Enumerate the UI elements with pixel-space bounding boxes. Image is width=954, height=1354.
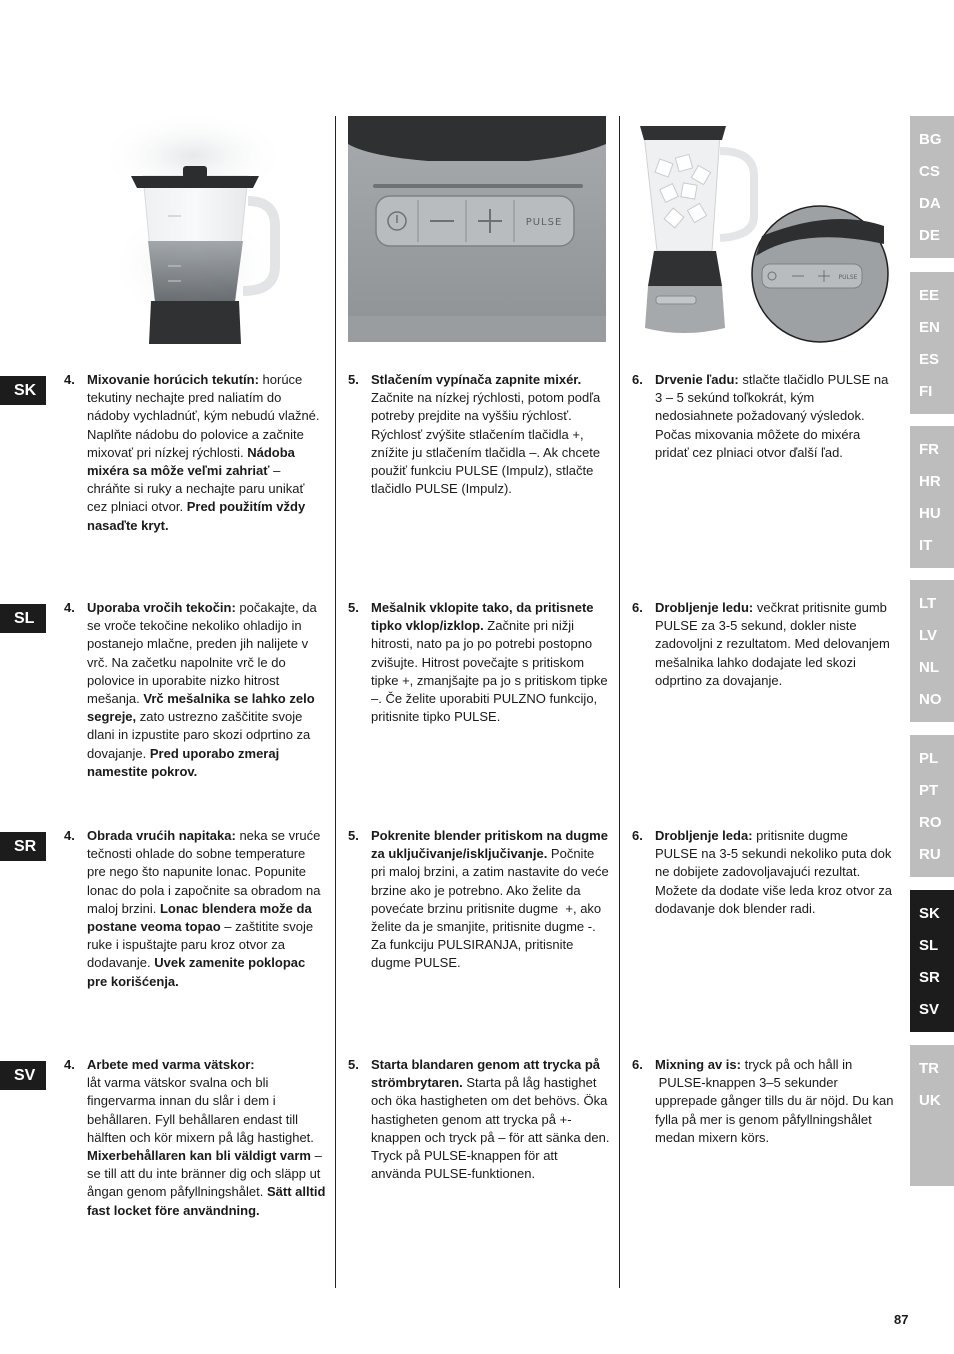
sv-step-6: 6. Mixning av is: tryck på och håll in PULSE-knappen 3–5 sekunder upprepade gånger tills du är nöjd. Du kan fylla på mer is genom påfyllningshålet medan mixern körs. (632, 1056, 894, 1147)
sk-step-5: 5. Stlačením vypínača zapnite mixér. Začnite na nízkej rýchlosti, potom podľa potreby prejdite na vyššiu rýchlosť. Rýchlosť zvýšite stlačením tlačidla +, znížite ju stlačením tlačidla –. Ak chcete použiť funkciu PULSE (Impulz), stlačte tlačidlo PULSE (Impulz). (348, 371, 610, 498)
sr-step-6: 6. Drobljenje leda: pritisnite dugme PULSE na 3-5 sekundi nekoliko puta dok ne dobijete zadovoljavajući rezultat. Možete da dodate više leda kroz otvor za dodavanje dok blender radi. (632, 827, 894, 918)
lang-group-1 (910, 116, 954, 258)
lang-tab-es[interactable]: ES (919, 351, 940, 368)
sl-step-5: 5. Mešalnik vklopite tako, da pritisnete tipko vklop/izklop. Začnite pri nižji hitrosti, nato pa jo po potrebi postopno zvišujte. Hitrost povečajte s pritiskom tipke +, zmanjšajte pa jo s pritiskom tipke –. Če želite uporabiti PULZNO funkcijo, pritisnite tipko PULSE. (348, 599, 610, 726)
lang-tab-sr[interactable]: SR (919, 969, 940, 986)
lang-group-2 (910, 272, 954, 414)
lang-tab-bg[interactable]: BG (919, 131, 942, 148)
lang-tab-fr[interactable]: FR (919, 441, 939, 458)
sl-step-4: 4. Uporaba vročih tekočin: počakajte, da se vroče tekočine nekoliko ohladijo in postanejo mlačne, preden jih nalijete v vrč. Na začetku napolnite vrč le do polovice in uporabite nizko hitrost mešanja. Vrč mešalnika se lahko zelo segreje, zato ustrezno zaščitite svoje dlani in izpustite paro skozi odprtino za dovajanje. Pred uporabo zmeraj namestite pokrov. (64, 599, 326, 781)
lang-group-3 (910, 426, 954, 568)
sr-step-5: 5. Pokrenite blender pritiskom na dugme za uključivanje/isključivanje. Počnite pri maloj brzini, a zatim nastavite do veće brzine ako je potrebno. Ako želite da povećate brzinu pritisnite dugme +, ako želite da je smanjite, pritisnite dugme -. Za funkciju PULSIRANJA, pritisnite dugme PULSE. (348, 827, 610, 973)
lang-badge-sl: SL (0, 604, 46, 633)
ice-crush-blender-figure (632, 116, 894, 346)
sl-step-5-text: Mešalnik vklopite tako, da pritisnete tipko vklop/izklop. Začnite pri nižji hitrosti, nato pa jo po potrebi postopno zvišujte. Hitrost povečajte s pritiskom tipke +, zmanjšajte pa jo s pritiskom tipke –. Če želite uporabiti PULZNO funkcijo, pritisnite tipko PULSE. (371, 600, 608, 725)
lang-tab-sl[interactable]: SL (919, 937, 939, 954)
page-number: 87 (894, 1312, 909, 1327)
lang-tab-de[interactable]: DE (919, 227, 940, 244)
lang-group-6-active (910, 890, 954, 1032)
sl-step-6-text: Drobljenje ledu: večkrat pritisnite gumb PULSE za 3-5 sekund, dokler niste zadovoljni z rezultatom. Med delovanjem mešalnika lahko dodajate led skozi odprtino za dovajanje. (655, 600, 890, 688)
lang-tab-no[interactable]: NO (919, 691, 942, 708)
sk-step-4-text: Mixovanie horúcich tekutín: horúce tekutiny nechajte pred naliatím do nádoby vychladnúť, kým nebudú vlažné. Naplňte nádobu do polovice a začnite mixovať pri nízkej rýchlosti. Nádoba mixéra sa môže veľmi zahriať – chráňte si ruky a nechajte paru unikať cez plniaci otvor. Pred použitím vždy nasaďte kryt. (87, 372, 320, 533)
sv-step-4-text: Arbete med varma vätskor: låt varma vätskor svalna och bli fingervarma innan du slår i dem i behållaren. Fyll behållaren endast till hälften och kör mixern på låg hastighet. Mixerbehållaren kan bli väldigt varm – se till att du inte bränner dig och släpp ut ångan genom påfyllningshålet. Sätt alltid fast locket före användning. (87, 1057, 326, 1218)
sr-step-4: 4. Obrada vrućih napitaka: neka se vruće tečnosti ohlade do sobne temperature pre nego što napunite lonac. Popunite lonac do pola i započnite sa obradom na maloj brzini. Lonac blendera može da postane veoma topao – zaštitite svoje ruke i ispuštajte paru kroz otvor za dodavanje. Uvek zamenite poklopac pre korišćenja. (64, 827, 326, 991)
lang-group-5 (910, 735, 954, 877)
column-divider-2 (619, 116, 620, 1288)
lang-tab-da[interactable]: DA (919, 195, 941, 212)
pulse-button-label: PULSE (525, 217, 563, 228)
lang-tab-hr[interactable]: HR (919, 473, 941, 490)
lang-badge-sk: SK (0, 376, 46, 405)
sr-step-6-text: Drobljenje leda: pritisnite dugme PULSE na 3-5 sekundi nekoliko puta dok ne dobijete zadovoljavajući rezultat. Možete da dodate više leda kroz otvor za dodavanje dok blender radi. (655, 828, 893, 916)
lang-tab-en[interactable]: EN (919, 319, 940, 336)
lang-tab-pt[interactable]: PT (919, 782, 939, 799)
lang-tab-it[interactable]: IT (919, 537, 933, 554)
lang-tab-tr[interactable]: TR (919, 1060, 939, 1077)
lang-tab-hu[interactable]: HU (919, 505, 941, 522)
control-panel-figure (348, 116, 606, 342)
inset-pulse-label: PULSE (838, 274, 858, 281)
lang-tab-ru[interactable]: RU (919, 846, 941, 863)
lang-tab-sv[interactable]: SV (919, 1001, 940, 1018)
lang-tab-lt[interactable]: LT (919, 595, 937, 612)
sv-step-6-text: Mixning av is: tryck på och håll in PULSE-knappen 3–5 sekunder upprepade gånger tills du är nöjd. Du kan fylla på mer is genom påfyllningshålet medan mixern körs. (655, 1057, 894, 1145)
sl-step-6: 6. Drobljenje ledu: večkrat pritisnite gumb PULSE za 3-5 sekund, dokler niste zadovoljni z rezultatom. Med delovanjem mešalnika lahko dodajate led skozi odprtino za dovajanje. (632, 599, 894, 690)
lang-tab-cs[interactable]: CS (919, 163, 940, 180)
lang-tab-pl[interactable]: PL (919, 750, 939, 767)
lang-badge-sr: SR (0, 832, 46, 861)
lang-group-7 (910, 1045, 954, 1186)
sk-step-6: 6. Drvenie ľadu: stlačte tlačidlo PULSE na 3 – 5 sekúnd toľkokrát, kým nedosiahnete požadovaný výsledok. Počas mixovania môžete do mixéra pridať cez plniaci otvor ďalší ľad. (632, 371, 894, 462)
lang-tab-uk[interactable]: UK (919, 1092, 941, 1109)
lang-tab-sk[interactable]: SK (919, 905, 940, 922)
lang-group-4 (910, 580, 954, 722)
sl-step-4-text: Uporaba vročih tekočin: počakajte, da se vroče tekočine nekoliko ohladijo in postanejo mlačne, preden jih nalijete v vrč. Na začetku napolnite vrč le do polovice in uporabite nizko hitrost mešanja. Vrč mešalnika se lahko zelo segreje, zato ustrezno zaščitite svoje dlani in izpustite paro skozi odprtino za dovajanje. Pred uporabo zmeraj namestite pokrov. (87, 600, 317, 779)
sr-step-4-text: Obrada vrućih napitaka: neka se vruće tečnosti ohlade do sobne temperature pre nego što napunite lonac. Popunite lonac do pola i započnite sa obradom na maloj brzini. Lonac blendera može da postane veoma topao – zaštitite svoje ruke i ispuštajte paru kroz otvor za dodavanje. Uvek zamenite poklopac pre korišćenja. (87, 828, 321, 989)
lang-tab-fi[interactable]: FI (919, 383, 933, 400)
sr-step-5-text: Pokrenite blender pritiskom na dugme za uključivanje/isključivanje. Počnite pri maloj brzini, a zatim nastavite do veće brzine ako je potrebno. Ako želite da povećate brzinu pritisnite dugme +, ako želite da je smanjite, pritisnite dugme -. Za funkciju PULSIRANJA, pritisnite dugme PULSE. (371, 828, 609, 971)
lang-tab-ee[interactable]: EE (919, 287, 940, 304)
sv-step-5-text: Starta blandaren genom att trycka på strömbrytaren. Starta på låg hastighet och öka hastigheten om det behövs. Öka hastigheten genom att trycka på +-knappen och tryck på – för att sänka den. Tryck på PULSE-knappen för att använda PULSE-funktionen. (371, 1057, 610, 1182)
sv-step-5: 5. Starta blandaren genom att trycka på strömbrytaren. Starta på låg hastighet och öka hastigheten om det behövs. Öka hastigheten genom att trycka på +-knappen och tryck på – för att sänka den. Tryck på PULSE-knappen för att använda PULSE-funktionen. (348, 1056, 610, 1183)
lang-tab-ro[interactable]: RO (919, 814, 942, 831)
sv-step-4: 4. Arbete med varma vätskor: låt varma vätskor svalna och bli fingervarma innan du slår i dem i behållaren. Fyll behållaren endast till hälften och kör mixern på låg hastighet. Mixerbehållaren kan bli väldigt varm – se till att du inte bränner dig och släpp ut ångan genom påfyllningshålet. Sätt alltid fast locket före användning. (64, 1056, 326, 1220)
sk-step-4: 4. Mixovanie horúcich tekutín: horúce tekutiny nechajte pred naliatím do nádoby vychladnúť, kým nebudú vlažné. Naplňte nádobu do polovice a začnite mixovať pri nízkej rýchlosti. Nádoba mixéra sa môže veľmi zahriať – chráňte si ruky a nechajte paru unikať cez plniaci otvor. Pred použitím vždy nasaďte kryt. (64, 371, 326, 535)
sk-step-5-text: Stlačením vypínača zapnite mixér. Začnite na nízkej rýchlosti, potom podľa potreby prejdite na vyššiu rýchlosť. Rýchlosť zvýšite stlačením tlačidla +, znížite ju stlačením tlačidla –. Ak chcete použiť funkciu PULSE (Impulz), stlačte tlačidlo PULSE (Impulz). (371, 372, 601, 497)
sk-step-6-text: Drvenie ľadu: stlačte tlačidlo PULSE na 3 – 5 sekúnd toľkokrát, kým nedosiahnete požadovaný výsledok. Počas mixovania môžete do mixéra pridať cez plniaci otvor ďalší ľad. (655, 372, 889, 460)
lang-tab-lv[interactable]: LV (919, 627, 938, 644)
lang-badge-sv: SV (0, 1061, 46, 1090)
hot-liquid-blender-figure (63, 116, 325, 344)
lang-tab-nl[interactable]: NL (919, 659, 939, 676)
column-divider-1 (335, 116, 336, 1288)
